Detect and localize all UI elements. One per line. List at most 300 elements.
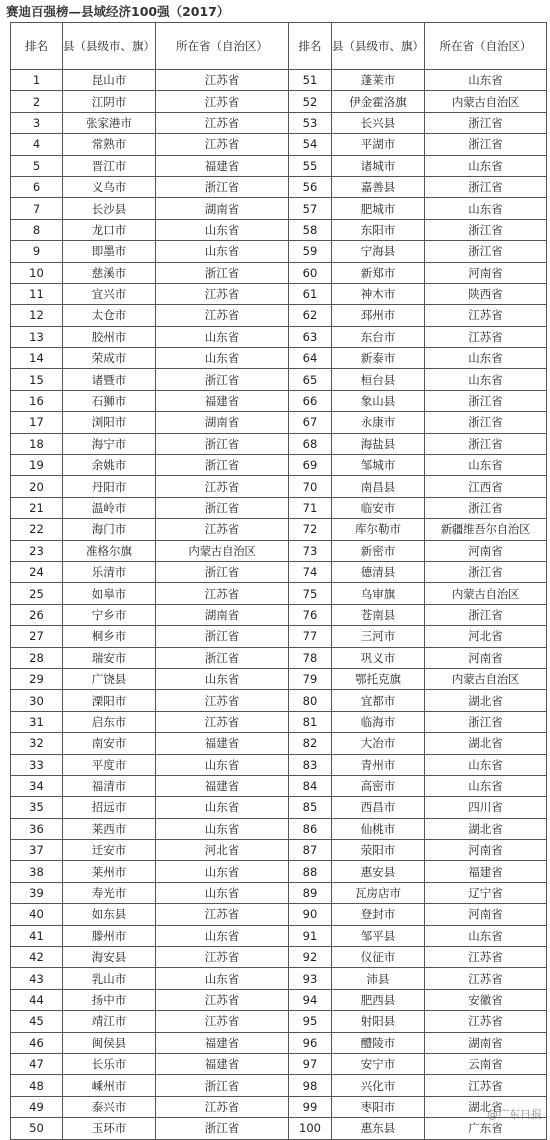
province-cell: 江西省 — [425, 476, 547, 497]
table-row — [11, 540, 547, 561]
rank-cell: 44 — [11, 989, 63, 1010]
table-row — [11, 604, 547, 625]
watermark: @广东日报 — [487, 1108, 542, 1121]
province-cell: 江苏省 — [425, 968, 547, 989]
province-cell: 山东省 — [425, 369, 547, 390]
table-row — [11, 647, 547, 668]
rank-cell: 58 — [289, 219, 332, 240]
rank-cell: 27 — [11, 626, 63, 647]
rank-cell: 10 — [11, 262, 63, 283]
province-cell: 山东省 — [156, 968, 289, 989]
county-cell: 库尔勒市 — [332, 519, 425, 540]
rank-cell: 100 — [289, 1118, 332, 1139]
table-row — [11, 904, 547, 925]
county-cell: 东台市 — [332, 326, 425, 347]
province-cell: 浙江省 — [156, 1075, 289, 1096]
rank-cell: 88 — [289, 861, 332, 882]
rank-cell: 49 — [11, 1096, 63, 1117]
province-cell: 浙江省 — [156, 369, 289, 390]
table-row — [11, 1011, 547, 1032]
province-cell: 安徽省 — [425, 989, 547, 1010]
rank-cell: 85 — [289, 797, 332, 818]
province-cell: 内蒙古自治区 — [425, 668, 547, 689]
county-cell: 如皋市 — [63, 583, 156, 604]
header-rank-2: 排名 — [289, 23, 332, 70]
province-cell: 湖北省 — [425, 1096, 547, 1117]
table-row — [11, 519, 547, 540]
table-row — [11, 198, 547, 219]
province-cell: 湖北省 — [425, 818, 547, 839]
province-cell: 浙江省 — [156, 262, 289, 283]
rank-cell: 34 — [11, 775, 63, 796]
rank-cell: 79 — [289, 668, 332, 689]
table-row — [11, 775, 547, 796]
county-cell: 玉环市 — [63, 1118, 156, 1139]
province-cell: 江苏省 — [156, 91, 289, 112]
province-cell: 浙江省 — [425, 176, 547, 197]
table-row — [11, 326, 547, 347]
rank-cell: 33 — [11, 754, 63, 775]
county-cell: 晋江市 — [63, 155, 156, 176]
province-cell: 江苏省 — [156, 711, 289, 732]
rank-cell: 4 — [11, 134, 63, 155]
rank-cell: 97 — [289, 1053, 332, 1074]
table-row — [11, 1118, 547, 1139]
province-cell: 河北省 — [156, 840, 289, 861]
county-cell: 长乐市 — [63, 1053, 156, 1074]
province-cell: 云南省 — [425, 1053, 547, 1074]
province-cell: 江苏省 — [156, 305, 289, 326]
rank-cell: 78 — [289, 647, 332, 668]
rank-cell: 15 — [11, 369, 63, 390]
county-cell: 临海市 — [332, 711, 425, 732]
province-cell: 山东省 — [425, 455, 547, 476]
rank-cell: 60 — [289, 262, 332, 283]
province-cell: 江苏省 — [156, 1096, 289, 1117]
province-cell: 江苏省 — [425, 1011, 547, 1032]
province-cell: 山东省 — [425, 754, 547, 775]
county-cell: 东阳市 — [332, 219, 425, 240]
province-cell: 山东省 — [156, 241, 289, 262]
county-cell: 兴化市 — [332, 1075, 425, 1096]
rank-cell: 76 — [289, 604, 332, 625]
table-row — [11, 283, 547, 304]
rank-cell: 38 — [11, 861, 63, 882]
province-cell: 山东省 — [156, 882, 289, 903]
province-cell: 江苏省 — [156, 476, 289, 497]
county-cell: 泰兴市 — [63, 1096, 156, 1117]
rank-cell: 9 — [11, 241, 63, 262]
table-row — [11, 433, 547, 454]
table-row — [11, 176, 547, 197]
county-cell: 射阳县 — [332, 1011, 425, 1032]
province-cell: 陕西省 — [425, 283, 547, 304]
county-cell: 惠东县 — [332, 1118, 425, 1139]
county-cell: 荣成市 — [63, 348, 156, 369]
rank-cell: 53 — [289, 112, 332, 133]
province-cell: 河北省 — [425, 626, 547, 647]
rank-cell: 75 — [289, 583, 332, 604]
county-cell: 广饶县 — [63, 668, 156, 689]
county-cell: 常熟市 — [63, 134, 156, 155]
table-row — [11, 219, 547, 240]
rank-cell: 23 — [11, 540, 63, 561]
province-cell: 浙江省 — [425, 134, 547, 155]
rank-cell: 11 — [11, 283, 63, 304]
county-cell: 石狮市 — [63, 390, 156, 411]
province-cell: 浙江省 — [425, 219, 547, 240]
rank-cell: 6 — [11, 176, 63, 197]
rank-cell: 84 — [289, 775, 332, 796]
county-cell: 乐清市 — [63, 561, 156, 582]
province-cell: 福建省 — [425, 861, 547, 882]
county-cell: 高密市 — [332, 775, 425, 796]
county-cell: 靖江市 — [63, 1011, 156, 1032]
county-cell: 宁海县 — [332, 241, 425, 262]
province-cell: 浙江省 — [156, 561, 289, 582]
rank-cell: 50 — [11, 1118, 63, 1139]
table-row — [11, 754, 547, 775]
county-cell: 长兴县 — [332, 112, 425, 133]
rank-cell: 82 — [289, 733, 332, 754]
rank-cell: 59 — [289, 241, 332, 262]
rank-cell: 21 — [11, 497, 63, 518]
rank-cell: 2 — [11, 91, 63, 112]
province-cell: 湖南省 — [156, 412, 289, 433]
county-cell: 乌审旗 — [332, 583, 425, 604]
county-cell: 江阴市 — [63, 91, 156, 112]
rank-cell: 92 — [289, 947, 332, 968]
province-cell: 浙江省 — [156, 626, 289, 647]
county-cell: 闽侯县 — [63, 1032, 156, 1053]
county-cell: 招远市 — [63, 797, 156, 818]
province-cell: 福建省 — [156, 733, 289, 754]
rank-cell: 71 — [289, 497, 332, 518]
province-cell: 江苏省 — [425, 305, 547, 326]
rank-cell: 22 — [11, 519, 63, 540]
county-cell: 长沙县 — [63, 198, 156, 219]
table-row — [11, 840, 547, 861]
rank-cell: 64 — [289, 348, 332, 369]
county-cell: 新泰市 — [332, 348, 425, 369]
rank-cell: 43 — [11, 968, 63, 989]
table-row — [11, 262, 547, 283]
county-cell: 平湖市 — [332, 134, 425, 155]
county-cell: 太仓市 — [63, 305, 156, 326]
county-cell: 胶州市 — [63, 326, 156, 347]
county-cell: 德清县 — [332, 561, 425, 582]
province-cell: 山东省 — [156, 818, 289, 839]
rank-cell: 14 — [11, 348, 63, 369]
county-cell: 西昌市 — [332, 797, 425, 818]
county-cell: 丹阳市 — [63, 476, 156, 497]
province-cell: 河南省 — [425, 904, 547, 925]
province-cell: 浙江省 — [425, 390, 547, 411]
rank-cell: 35 — [11, 797, 63, 818]
rank-cell: 39 — [11, 882, 63, 903]
province-cell: 江苏省 — [425, 326, 547, 347]
rank-cell: 96 — [289, 1032, 332, 1053]
rank-cell: 83 — [289, 754, 332, 775]
table-row — [11, 390, 547, 411]
province-cell: 辽宁省 — [425, 882, 547, 903]
table-row — [11, 690, 547, 711]
rank-cell: 95 — [289, 1011, 332, 1032]
table-row — [11, 561, 547, 582]
table-row — [11, 1075, 547, 1096]
rank-cell: 29 — [11, 668, 63, 689]
county-cell: 荥阳市 — [332, 840, 425, 861]
rank-cell: 67 — [289, 412, 332, 433]
rank-cell: 98 — [289, 1075, 332, 1096]
rank-cell: 91 — [289, 925, 332, 946]
province-cell: 内蒙古自治区 — [425, 583, 547, 604]
province-cell: 浙江省 — [156, 433, 289, 454]
county-cell: 肥城市 — [332, 198, 425, 219]
province-cell: 浙江省 — [156, 176, 289, 197]
rank-cell: 93 — [289, 968, 332, 989]
province-cell: 河南省 — [425, 262, 547, 283]
province-cell: 江苏省 — [156, 989, 289, 1010]
province-cell: 山东省 — [425, 925, 547, 946]
rank-cell: 89 — [289, 882, 332, 903]
table-row — [11, 626, 547, 647]
province-cell: 山东省 — [425, 155, 547, 176]
rank-cell: 74 — [289, 561, 332, 582]
province-cell: 内蒙古自治区 — [156, 540, 289, 561]
province-cell: 浙江省 — [425, 561, 547, 582]
county-cell: 慈溪市 — [63, 262, 156, 283]
header-province-2: 所在省（自治区） — [425, 23, 547, 70]
county-cell: 嵊州市 — [63, 1075, 156, 1096]
county-cell: 象山县 — [332, 390, 425, 411]
county-cell: 枣阳市 — [332, 1096, 425, 1117]
county-cell: 登封市 — [332, 904, 425, 925]
county-cell: 巩义市 — [332, 647, 425, 668]
province-cell: 山东省 — [156, 348, 289, 369]
county-cell: 仪征市 — [332, 947, 425, 968]
county-cell: 嘉善县 — [332, 176, 425, 197]
county-cell: 安宁市 — [332, 1053, 425, 1074]
rank-cell: 81 — [289, 711, 332, 732]
county-cell: 昆山市 — [63, 70, 156, 91]
table-row — [11, 412, 547, 433]
county-cell: 准格尔旗 — [63, 540, 156, 561]
rank-cell: 18 — [11, 433, 63, 454]
rank-cell: 25 — [11, 583, 63, 604]
rank-cell: 47 — [11, 1053, 63, 1074]
county-cell: 海安县 — [63, 947, 156, 968]
county-cell: 莱西市 — [63, 818, 156, 839]
table-row — [11, 583, 547, 604]
table-row — [11, 112, 547, 133]
rank-cell: 16 — [11, 390, 63, 411]
rank-cell: 90 — [289, 904, 332, 925]
county-cell: 大冶市 — [332, 733, 425, 754]
table-row — [11, 947, 547, 968]
header-county: 县（县级市、旗） — [63, 23, 156, 70]
province-cell: 广东省 — [425, 1118, 547, 1139]
county-cell: 临安市 — [332, 497, 425, 518]
province-cell: 福建省 — [156, 1032, 289, 1053]
county-cell: 苍南县 — [332, 604, 425, 625]
rank-cell: 87 — [289, 840, 332, 861]
province-cell: 江苏省 — [156, 947, 289, 968]
rank-cell: 20 — [11, 476, 63, 497]
page-title: 赛迪百强榜—县域经济100强（2017） — [6, 4, 230, 19]
rank-cell: 17 — [11, 412, 63, 433]
rank-cell: 37 — [11, 840, 63, 861]
county-cell: 宜都市 — [332, 690, 425, 711]
rank-cell: 28 — [11, 647, 63, 668]
province-cell: 福建省 — [156, 775, 289, 796]
rank-cell: 41 — [11, 925, 63, 946]
table-row — [11, 497, 547, 518]
province-cell: 浙江省 — [425, 412, 547, 433]
table-row — [11, 369, 547, 390]
county-cell: 沛县 — [332, 968, 425, 989]
province-cell: 湖南省 — [156, 604, 289, 625]
table-row — [11, 348, 547, 369]
province-cell: 河南省 — [425, 540, 547, 561]
county-cell: 如东县 — [63, 904, 156, 925]
table-row — [11, 476, 547, 497]
province-cell: 江苏省 — [156, 690, 289, 711]
province-cell: 山东省 — [425, 775, 547, 796]
table-row — [11, 455, 547, 476]
county-cell: 扬中市 — [63, 989, 156, 1010]
rank-cell: 86 — [289, 818, 332, 839]
rank-cell: 99 — [289, 1096, 332, 1117]
province-cell: 山东省 — [425, 348, 547, 369]
province-cell: 浙江省 — [156, 1118, 289, 1139]
county-cell: 瓦房店市 — [332, 882, 425, 903]
rank-cell: 31 — [11, 711, 63, 732]
county-cell: 宁乡市 — [63, 604, 156, 625]
table-row — [11, 241, 547, 262]
table-header-row — [11, 23, 547, 70]
county-cell: 瑞安市 — [63, 647, 156, 668]
province-cell: 江苏省 — [156, 519, 289, 540]
county-cell: 桓台县 — [332, 369, 425, 390]
province-cell: 河南省 — [425, 840, 547, 861]
province-cell: 江苏省 — [156, 70, 289, 91]
province-cell: 山东省 — [156, 219, 289, 240]
province-cell: 山东省 — [156, 754, 289, 775]
province-cell: 山东省 — [156, 861, 289, 882]
rank-cell: 66 — [289, 390, 332, 411]
county-cell: 启东市 — [63, 711, 156, 732]
table-row — [11, 1096, 547, 1117]
province-cell: 浙江省 — [425, 241, 547, 262]
county-cell: 诸城市 — [332, 155, 425, 176]
rank-cell: 56 — [289, 176, 332, 197]
county-cell: 浏阳市 — [63, 412, 156, 433]
province-cell: 浙江省 — [425, 433, 547, 454]
county-cell: 溧阳市 — [63, 690, 156, 711]
rank-cell: 8 — [11, 219, 63, 240]
rank-cell: 69 — [289, 455, 332, 476]
province-cell: 江苏省 — [156, 134, 289, 155]
rank-cell: 65 — [289, 369, 332, 390]
province-cell: 四川省 — [425, 797, 547, 818]
rank-cell: 80 — [289, 690, 332, 711]
table-row — [11, 305, 547, 326]
rank-cell: 13 — [11, 326, 63, 347]
county-cell: 即墨市 — [63, 241, 156, 262]
rank-cell: 30 — [11, 690, 63, 711]
province-cell: 江苏省 — [425, 947, 547, 968]
rank-cell: 3 — [11, 112, 63, 133]
county-cell: 新郑市 — [332, 262, 425, 283]
province-cell: 山东省 — [425, 198, 547, 219]
table-row — [11, 733, 547, 754]
county-cell: 鄂托克旗 — [332, 668, 425, 689]
province-cell: 江苏省 — [156, 1011, 289, 1032]
rank-cell: 57 — [289, 198, 332, 219]
rank-cell: 62 — [289, 305, 332, 326]
county-cell: 伊金霍洛旗 — [332, 91, 425, 112]
province-cell: 江苏省 — [156, 904, 289, 925]
province-cell: 浙江省 — [425, 711, 547, 732]
county-cell: 寿光市 — [63, 882, 156, 903]
province-cell: 山东省 — [156, 668, 289, 689]
province-cell: 山东省 — [156, 326, 289, 347]
table-row — [11, 1053, 547, 1074]
rank-cell: 32 — [11, 733, 63, 754]
rank-cell: 26 — [11, 604, 63, 625]
rank-cell: 19 — [11, 455, 63, 476]
table-row — [11, 818, 547, 839]
rank-cell: 12 — [11, 305, 63, 326]
table-row — [11, 70, 547, 91]
province-cell: 新疆维吾尔自治区 — [425, 519, 547, 540]
county-cell: 邹城市 — [332, 455, 425, 476]
county-cell: 肥西县 — [332, 989, 425, 1010]
rank-cell: 1 — [11, 70, 63, 91]
table-row — [11, 968, 547, 989]
county-cell: 福清市 — [63, 775, 156, 796]
table-row — [11, 797, 547, 818]
rank-cell: 55 — [289, 155, 332, 176]
province-cell: 山东省 — [156, 797, 289, 818]
rank-cell: 68 — [289, 433, 332, 454]
county-cell: 诸暨市 — [63, 369, 156, 390]
province-cell: 湖北省 — [425, 733, 547, 754]
county-cell: 新密市 — [332, 540, 425, 561]
header-rank: 排名 — [11, 23, 63, 70]
rank-cell: 7 — [11, 198, 63, 219]
province-cell: 江苏省 — [156, 283, 289, 304]
table-row — [11, 925, 547, 946]
province-cell: 浙江省 — [156, 497, 289, 518]
rank-cell: 24 — [11, 561, 63, 582]
province-cell: 浙江省 — [425, 604, 547, 625]
rank-cell: 70 — [289, 476, 332, 497]
county-cell: 南安市 — [63, 733, 156, 754]
county-cell: 三河市 — [332, 626, 425, 647]
county-cell: 余姚市 — [63, 455, 156, 476]
province-cell: 浙江省 — [156, 647, 289, 668]
province-cell: 福建省 — [156, 390, 289, 411]
county-cell: 张家港市 — [63, 112, 156, 133]
province-cell: 江苏省 — [156, 583, 289, 604]
county-cell: 永康市 — [332, 412, 425, 433]
table-row — [11, 668, 547, 689]
county-cell: 南昌县 — [332, 476, 425, 497]
province-cell: 福建省 — [156, 1053, 289, 1074]
rank-cell: 73 — [289, 540, 332, 561]
